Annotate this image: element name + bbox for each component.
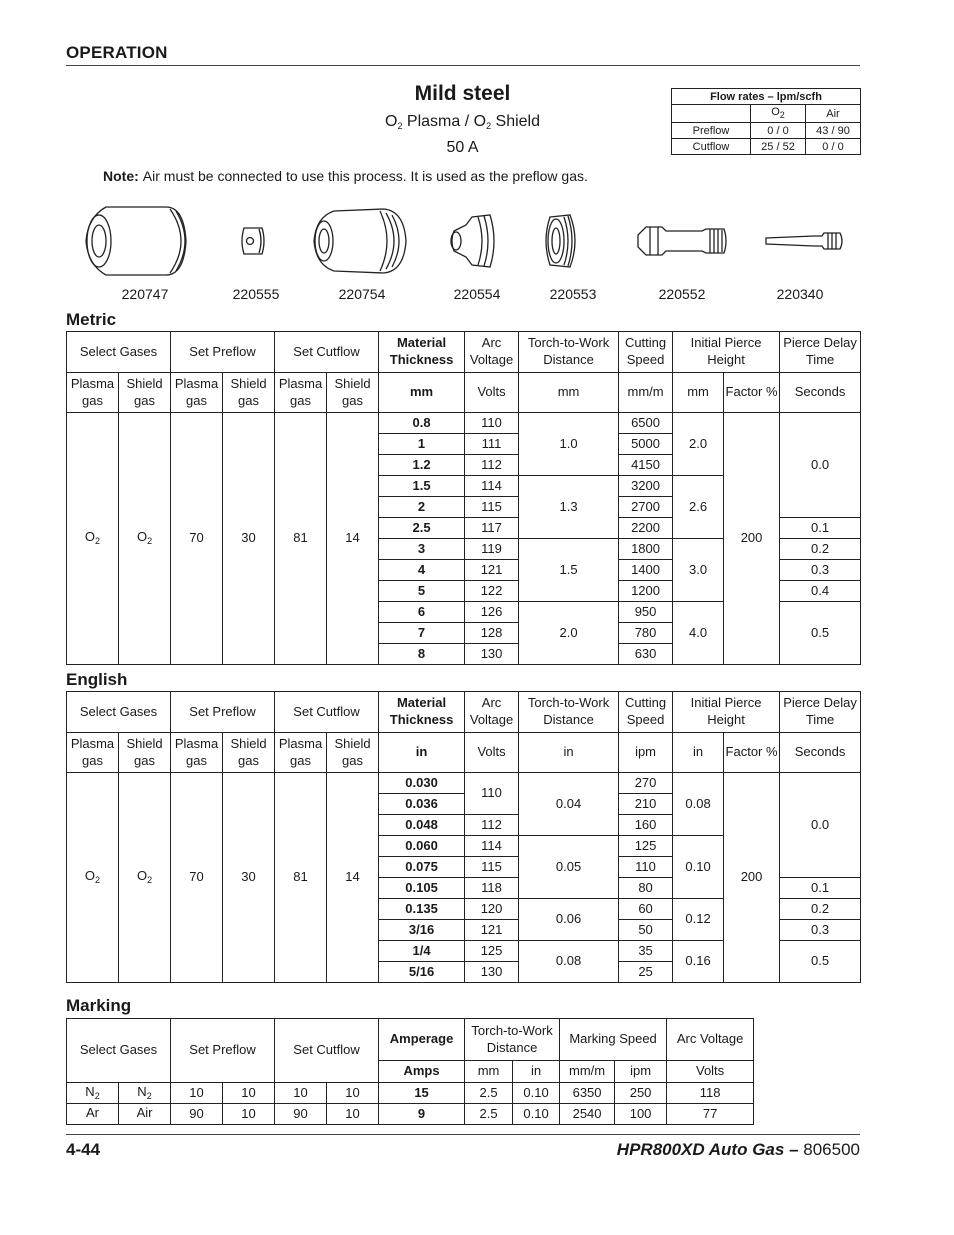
flow-rates-title: Flow rates – lpm/scfh (672, 89, 861, 105)
part-number: 220554 (453, 286, 501, 302)
note (103, 168, 588, 184)
water-tube-icon (766, 233, 842, 249)
electrode-icon (638, 227, 726, 255)
part-number: 220754 (338, 286, 386, 302)
select-gases-header: Select Gases (67, 332, 171, 373)
footer-document: HPR800XD Auto Gas – 806500 (616, 1140, 860, 1159)
section-heading: OPERATION (66, 43, 168, 62)
note-label: Note: (103, 168, 139, 184)
header-rule (66, 65, 860, 66)
initial-pierce-header: Initial Pierce Height (673, 332, 780, 373)
shield-cap-icon (242, 228, 264, 254)
plasma-gas-value: $O_2$ (67, 413, 119, 665)
pierce-delay-header: Pierce Delay Time (780, 332, 861, 373)
arc-voltage-header: Arc Voltage (465, 332, 519, 373)
marking-label: Marking (66, 996, 132, 1015)
shield-gas-value: $O_2$ (119, 413, 171, 665)
process-subtitle: $O_2$ Plasma / $O_2$ Shield (385, 113, 540, 131)
flow-row-label: Preflow (672, 123, 751, 139)
flow-rates-table: Flow rates – lpm/scfh $O_2$ Air Preflow 0 / 0 43 / 90 Cutflow 25 / 52 0 / 0 (671, 88, 861, 155)
material-thickness-header: Material Thickness (379, 332, 465, 373)
amperage-header: Amperage (379, 1019, 465, 1061)
nozzle-icon (451, 215, 494, 267)
flow-col-air: Air (806, 105, 861, 123)
set-preflow-header: Set Preflow (171, 332, 275, 373)
page-number: 4-44 (66, 1140, 101, 1159)
part-number: 220553 (549, 286, 597, 302)
english-label: English (66, 670, 128, 689)
note-text: Air must be connected to use this process. It is used as the preflow gas. (142, 168, 588, 184)
amperage-label: 50 A (446, 139, 479, 156)
page-title: Mild steel (414, 82, 511, 105)
metric-label: Metric (66, 310, 117, 329)
part-number: 220555 (232, 286, 280, 302)
torch-to-work-header: Torch-to-Work Distance (519, 332, 619, 373)
part-number: 220747 (121, 286, 169, 302)
flow-row-label: Cutflow (672, 139, 751, 155)
shield-part-icon (86, 207, 186, 275)
consumable-parts-illustration (66, 195, 860, 305)
part-number: 220340 (776, 286, 824, 302)
english-table: Select Gases Set Preflow Set Cutflow Material Thickness Arc Voltage Torch-to-Work Distance Cutting Speed Initial Pierce Height Pierce Delay Time Plasma gas Shield gas Plasma gas Shield gas Plasma gas Shield gas in Volts in ipm in Factor % Seconds $O_2$ $O_2$ 70 30 81 14 0.030 110 0.04 270 0.08 200 0.0 0.036 210 0.048 112 160 0.060 114 0.05 125 0.10 0.075 115 110 0.105 118 80 0.1 0.135 120 0.06 60 0.12 0.2 3/16 121 50 0.3 1/4 125 0.08 35 0.16 0.5 5/16 130 25 (66, 691, 861, 983)
marking-table: Select Gases Set Preflow Set Cutflow Amperage Torch-to-Work Distance Marking Speed Arc Voltage Amps mm in mm/m ipm Volts $N_2$ $N_2$ 10 10 10 10 15 2.5 0.10 6350 250 118 Ar Air 90 10 90 10 9 2.5 0.10 2540 100 77 (66, 1018, 754, 1125)
part-number: 220552 (658, 286, 706, 302)
set-cutflow-header: Set Cutflow (275, 332, 379, 373)
metric-table: Select Gases Set Preflow Set Cutflow Material Thickness Arc Voltage Torch-to-Work Distance Cutting Speed Initial Pierce Height Pierce Delay Time Plasma gas Shield gas Plasma gas Shield gas Plasma gas Shield gas mm Volts mm mm/m mm Factor % Seconds $O_2$ $O_2$ 70 30 81 14 0.8 110 1.0 6500 2.0 200 0.0 1 111 5000 1.2 112 4150 1.5 114 1.3 3200 2.6 2 115 2700 2.5 117 2200 0.1 3 119 1.5 1800 3.0 0.2 4 121 1400 0.3 5 122 1200 0.4 6 126 2.0 950 4.0 0.5 7 128 780 8 130 630 (66, 331, 861, 665)
footer-rule (66, 1134, 860, 1135)
cutting-speed-header: Cutting Speed (619, 332, 673, 373)
swirl-ring-icon (546, 215, 575, 267)
retaining-cap-icon (314, 209, 406, 273)
flow-col-o2: $O_2$ (751, 105, 806, 123)
